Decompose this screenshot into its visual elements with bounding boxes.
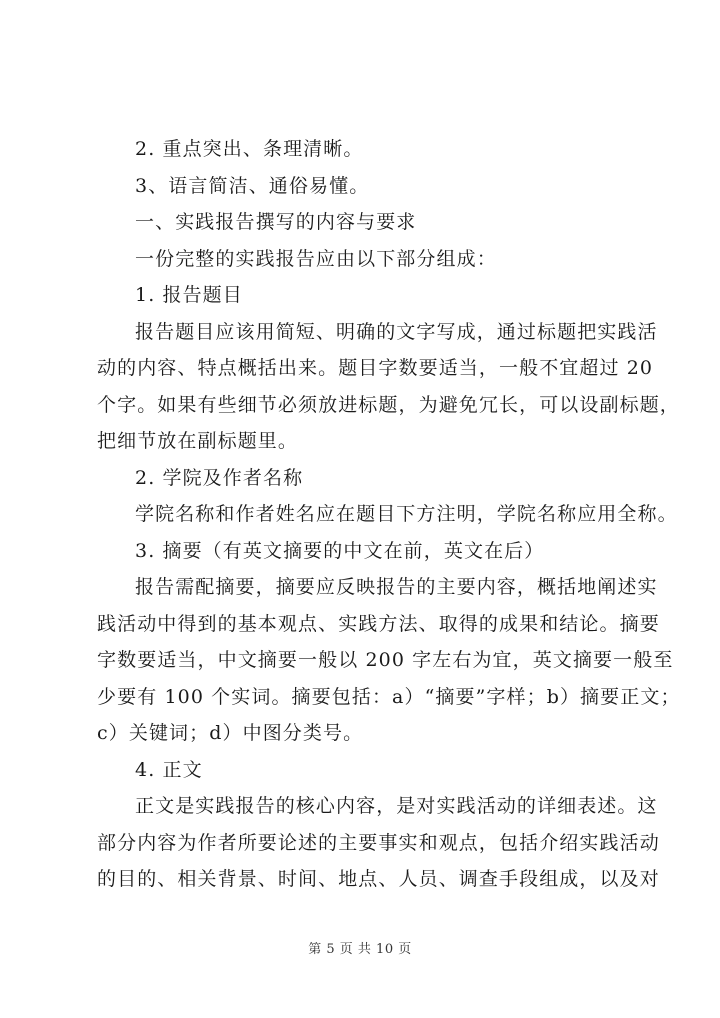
- text-line: 一份完整的实践报告应由以下部分组成：: [135, 247, 497, 270]
- text-line: 2. 学院及作者名称: [135, 466, 304, 489]
- text-line: 践活动中得到的基本观点、实践方法、取得的成果和结论。摘要: [97, 612, 660, 635]
- text-line: 的目的、相关背景、时间、地点、人员、调查手段组成，以及对: [97, 868, 660, 890]
- text-line: 个字。如果有些细节必须放进标题，为避免冗长，可以设副标题，: [97, 393, 680, 416]
- text-line: 3. 摘要（有英文摘要的中文在前，英文在后）: [135, 539, 545, 562]
- text-line: 部分内容为作者所要论述的主要事实和观点，包括介绍实践活动: [97, 831, 660, 854]
- text-line: 动的内容、特点概括出来。题目字数要适当，一般不宜超过 20: [97, 357, 654, 379]
- text-line: 字数要适当，中文摘要一般以 200 字左右为宜，英文摘要一般至: [97, 649, 674, 671]
- text-line: 学院名称和作者姓名应在题目下方注明，学院名称应用全称。: [135, 503, 678, 525]
- text-line: 一、实践报告撰写的内容与要求: [135, 211, 417, 233]
- text-line: 把细节放在副标题里。: [97, 430, 299, 452]
- document-body: [97, 131, 681, 898]
- text-line: 3、语言简洁、通俗易懂。: [135, 174, 370, 197]
- text-line: c）关键词；d）中图分类号。: [97, 722, 364, 744]
- text-line: 4. 正文: [135, 758, 203, 781]
- text-line: 报告题目应该用简短、明确的文字写成，通过标题把实践活: [135, 320, 658, 343]
- text-line: 报告需配摘要，摘要应反映报告的主要内容，概括地阐述实: [135, 576, 658, 598]
- page-number-footer: 第 5 页 共 10 页: [308, 942, 412, 957]
- text-line: 2. 重点突出、条理清晰。: [135, 138, 364, 160]
- text-line: 正文是实践报告的核心内容，是对实践活动的详细表述。这: [135, 795, 658, 817]
- text-line: 1. 报告题目: [135, 284, 243, 306]
- text-line: 少要有 100 个实词。摘要包括：a）“摘要”字样；b）摘要正文；: [97, 685, 681, 708]
